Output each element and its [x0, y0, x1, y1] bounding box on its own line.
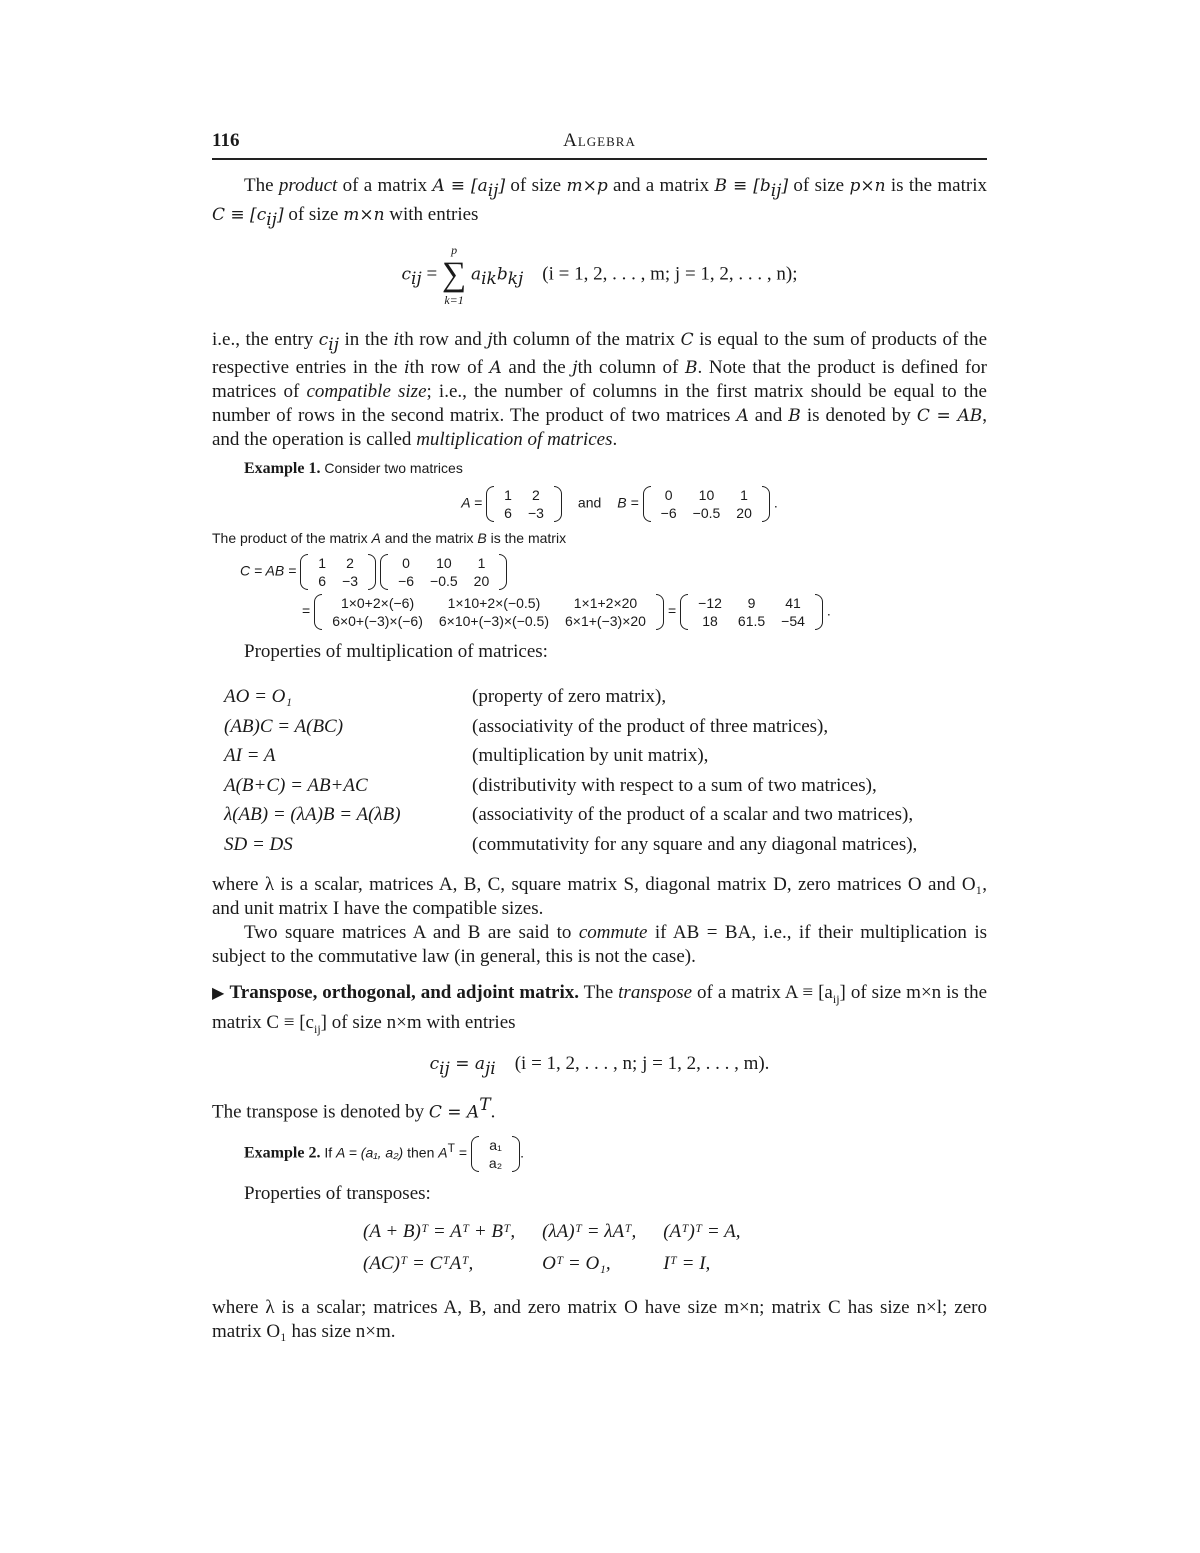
matrix-result-cell: 41 — [785, 595, 801, 612]
matrix-result-cell: 9 — [747, 595, 756, 612]
example-1-text: Consider two matrices — [324, 460, 463, 477]
matrix-a-copy — [300, 554, 376, 590]
page-header — [212, 126, 987, 160]
property-description: (property of zero matrix), — [472, 686, 667, 708]
example-1 — [212, 460, 987, 478]
matrix-a-cell: 1 — [318, 555, 327, 572]
property-formula: (AB)C = A(BC) — [224, 715, 344, 737]
matrix-b-copy — [380, 554, 507, 590]
example-1-product-intro: The product of the matrix A and the matrix B is the matrix — [212, 530, 567, 547]
matrix-a-cell: 6 — [318, 573, 327, 590]
example-1-label: Example 1. — [244, 460, 321, 478]
property-row — [212, 800, 987, 830]
equation-transpose: $c_{ij} = a_{ji}$ (i = 1, 2, . . . , n; j = 1, 2, . . . , m). — [429, 1052, 770, 1079]
matrix-b-cell: 20 — [473, 573, 490, 590]
section-bullet-icon: ▶ — [212, 985, 225, 1003]
column-vector-cell: a₁ — [489, 1137, 502, 1154]
example-2-label: Example 2. — [244, 1144, 321, 1162]
property-description: (associativity of the product of three matrices), — [472, 715, 829, 737]
matrix-result-cell: −54 — [781, 613, 805, 630]
matrix-expanded-cell: 6×1+(−3)×20 — [565, 613, 646, 630]
column-vector — [471, 1136, 520, 1172]
property-description: (commutativity for any square and any diagonal matrices), — [472, 833, 918, 855]
property-description: (associativity of the product of a scalar and two matrices), — [472, 804, 914, 826]
properties-intro: Properties of multiplication of matrices: — [244, 641, 548, 663]
matrix-b-cell: −6 — [398, 573, 415, 590]
matrix-b-cell: 10 — [436, 555, 452, 572]
page — [212, 126, 987, 1344]
paragraph-commute: Two square matrices A and B are said to commute if AB = BA, i.e., if their multiplication is subject to the commutative law (in general, this is not the case). — [212, 922, 987, 968]
matrix-a-cell: 6 — [504, 505, 512, 522]
matrix-b-cell: −6 — [660, 505, 677, 522]
paragraph-transpose-sizes: where λ is a scalar; matrices A, B, and zero matrix O have size m×n; matrix C has size n×l; zero matrix O₁ has size n×m. — [212, 1297, 987, 1343]
property-formula: SD = DS — [224, 833, 293, 855]
matrix-a — [486, 486, 562, 522]
matrix-expanded-cell: 6×10+(−3)×(−0.5) — [438, 613, 549, 630]
matrix-a-cell: 2 — [532, 487, 540, 504]
example-1-product-line-1: C = AB = 1 2 6 −3 0 10 1 −6 −0.5 20 — [212, 554, 987, 590]
matrix-expanded-cell: 1×1+2×20 — [573, 595, 638, 612]
properties-list — [212, 682, 987, 859]
property-formula: AI = A — [224, 745, 276, 767]
matrix-result-cell: −12 — [698, 595, 722, 612]
property-description: (multiplication by unit matrix), — [472, 745, 709, 767]
matrix-expanded-cell: 6×0+(−3)×(−6) — [332, 613, 423, 630]
matrix-result-cell: 61.5 — [737, 613, 766, 630]
paragraph-product-definition: The product of a matrix $A \equiv [a_{ij}]$ of size m×p and a matrix $B \equiv [b_{ij}]$ of size p×n is the matrix $C \equiv [c_{ij}]$ of size m×n with entries — [212, 175, 988, 230]
matrix-b-cell: 1 — [477, 555, 486, 572]
summation-sign: p ∑ k=1 — [441, 242, 467, 307]
transpose-properties-intro: Properties of transposes: — [244, 1183, 431, 1205]
matrix-b-cell: −0.5 — [430, 573, 458, 590]
transpose-property: Oᵀ = O₁, — [542, 1253, 611, 1275]
section-title: Transpose, orthogonal, and adjoint matrix. — [229, 982, 579, 1004]
property-description: (distributivity with respect to a sum of two matrices), — [472, 774, 877, 796]
matrix-expanded-cell: 1×0+2×(−6) — [340, 595, 415, 612]
property-row — [212, 741, 987, 771]
property-row — [212, 712, 987, 742]
matrix-b-cell: −0.5 — [692, 505, 721, 522]
matrix-b — [643, 486, 770, 522]
column-vector-cell: a₂ — [488, 1155, 503, 1172]
transpose-property: (λA)ᵀ = λAᵀ, — [542, 1221, 637, 1243]
property-row — [212, 830, 987, 860]
matrix-a-cell: 2 — [346, 555, 354, 572]
matrix-a-cell: 1 — [504, 487, 512, 504]
transpose-property: (Aᵀ)ᵀ = A, — [663, 1221, 741, 1243]
property-row — [212, 682, 987, 712]
example-1-matrices: A = 1 2 6 −3 and B = 0 10 1 −6 −0.5 20 . — [461, 487, 778, 522]
matrix-b-cell: 1 — [740, 487, 748, 504]
section-transpose: ▶ Transpose, orthogonal, and adjoint matrix. The transpose of a matrix $A \equiv [a_{ij}]$ of size m×n is the matrix $C \equiv [c_{ij}]$ of size n×m with entries — [212, 982, 988, 1036]
matrix-a-cell: −3 — [527, 505, 544, 522]
example-1-product-line-2: = 1×0+2×(−6) 1×10+2×(−0.5) 1×1+2×20 6×0+(−3)×(−6) 6×10+(−3)×(−0.5) 6×1+(−3)×20 = −12 9 41 18 61.5 −54 . — [302, 595, 831, 630]
transpose-property: Iᵀ = I, — [663, 1253, 711, 1275]
matrix-b-cell: 0 — [402, 555, 410, 572]
matrix-b-cell: 10 — [698, 487, 715, 504]
equation-product-entries: $c_{ij}$ = p ∑ k=1 $a_{ik}b_{kj}$ (i = 1, 2, . . . , m; j = 1, 2, . . . , n); — [401, 242, 798, 307]
page-number: 116 — [212, 130, 240, 151]
example-2: Example 2. If A = (a₁, a₂) then $A^T$ = a₁ a₂ . — [244, 1137, 525, 1172]
matrix-expanded — [314, 594, 664, 630]
paragraph-product-explanation: i.e., the entry $c_{ij}$ in the ith row and jth column of the matrix C is equal to the sum of products of the respective entries in the ith row of A and the jth column of B. Note that the product is defined for matrices of compatible size; i.e., the number of columns in the first matrix should be equal to the number of rows in the second matrix. The product of two matrices A and B is denoted by C = AB, and the operation is called multiplication of matrices. — [212, 328, 988, 451]
paragraph-where-sizes: where λ is a scalar, matrices A, B, C, square matrix S, diagonal matrix D, zero matrices O and O₁, and unit matrix I have the compatible sizes. — [212, 874, 987, 920]
property-formula: AO = O₁ — [224, 686, 292, 708]
property-row — [212, 771, 987, 801]
running-head: Algebra — [563, 130, 636, 151]
matrix-result-cell: 18 — [702, 613, 718, 630]
paragraph-transpose-notation: The transpose is denoted by $C = A^T$. — [212, 1094, 496, 1123]
matrix-result — [680, 594, 823, 630]
matrix-b-cell: 0 — [664, 487, 673, 504]
property-formula: A(B+C) = AB+AC — [224, 774, 368, 796]
property-formula: λ(AB) = (λA)B = A(λB) — [224, 804, 401, 826]
matrix-b-cell: 20 — [736, 505, 752, 522]
transpose-property: (A + B)ᵀ = Aᵀ + Bᵀ, — [363, 1221, 516, 1243]
transpose-properties — [362, 1216, 766, 1280]
transpose-property: (AC)ᵀ = CᵀAᵀ, — [363, 1253, 474, 1275]
matrix-expanded-cell: 1×10+2×(−0.5) — [447, 595, 541, 612]
matrix-a-cell: −3 — [342, 573, 359, 590]
